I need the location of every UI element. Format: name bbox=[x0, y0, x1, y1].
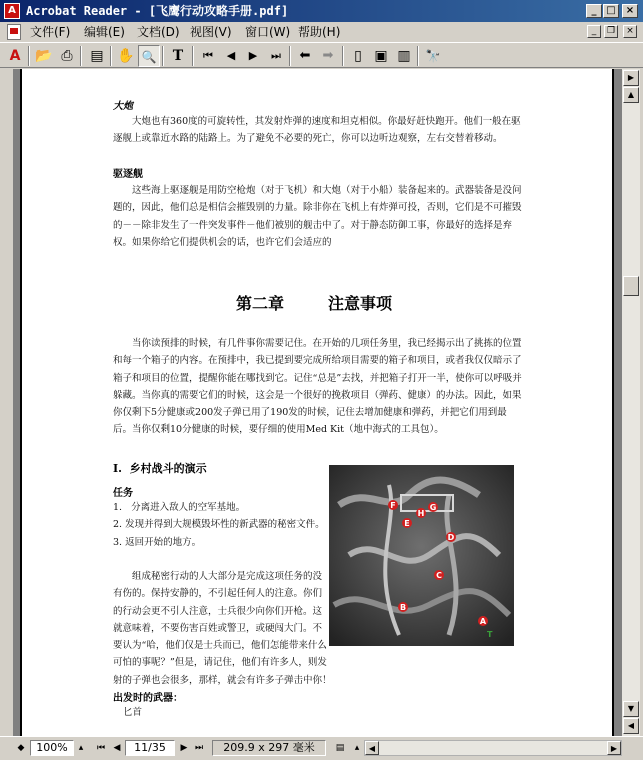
doc-close-button[interactable]: × bbox=[623, 25, 637, 38]
menu-bar bbox=[0, 22, 643, 42]
doc-restore-button[interactable]: ❐ bbox=[604, 25, 618, 38]
acrobat-app-icon[interactable]: A bbox=[4, 3, 20, 19]
title-bar bbox=[0, 0, 643, 22]
status-last-page-button[interactable]: ⏭ bbox=[194, 743, 204, 753]
menu-window[interactable]: 窗口(W) bbox=[245, 25, 291, 39]
weapons-heading: 出发时的武器： bbox=[113, 693, 183, 704]
minimize-button[interactable]: _ bbox=[586, 4, 602, 18]
menu-help[interactable]: 帮助(H) bbox=[298, 25, 341, 39]
map-marker-label: B bbox=[399, 603, 407, 612]
section-heading-destroyer: 驱逐舰 bbox=[113, 169, 143, 180]
first-page-icon[interactable]: ⏮ bbox=[203, 49, 213, 62]
text-select-icon[interactable]: T bbox=[172, 48, 184, 64]
navigation-pane-collapsed[interactable] bbox=[0, 69, 14, 736]
map-start-label: T bbox=[487, 630, 493, 639]
map-marker-label: A bbox=[479, 617, 487, 626]
vertical-scrollbar[interactable] bbox=[622, 69, 640, 736]
toolbar-separator bbox=[80, 46, 82, 66]
task-item: 2. 发现并得到大规模毁坏性的新武器的秘密文件。 bbox=[113, 519, 325, 531]
next-page-icon[interactable]: ▶ bbox=[248, 49, 258, 62]
zoom-tool-icon[interactable]: 🔍 bbox=[138, 45, 160, 67]
chapter-number: 第二章 bbox=[236, 294, 285, 313]
mission-body: 组成秘密行动的人大部分是完成这项任务的没有伤的。保持安静的，不引起任何人的注意。你们的行动会更不引人注意，士兵很少向你们开枪。这就意味着，不要伤害百姓或警卫，或硬闯大门。不要认为“哈，他们仅是士兵而已，他们怎能带来什么可怕的事呢？”但是，请记住，他们有许多人，则发射的子弹也会很多，那样，就会有许多子弹击中你！ bbox=[113, 568, 524, 689]
menu-file[interactable]: 文件(F) bbox=[30, 25, 71, 39]
section-body-destroyer: 这些海上驱逐舰是用防空枪炮（对于飞机）和大炮（对于小船）装备起来的。武器装备是没问题的，因此，他们总是相信会摧毁别的力量。除非你在飞机上有炸弹可投，否则，它们是不可摧毁的－－除非发生了一件突发事件－他们被别的舰击中了。对于静态防御工事，你最好的选择是弃权。如果你给它们提供机会的话，也许它们会适应的 bbox=[113, 185, 522, 248]
print-icon[interactable]: ⎙ bbox=[61, 48, 73, 64]
status-first-page-button[interactable]: ⏮ bbox=[96, 743, 106, 753]
task-item: 1. 分离进入敌人的空军基地。 bbox=[113, 502, 246, 513]
go-forward-icon[interactable]: ➡ bbox=[322, 48, 334, 63]
actual-size-icon[interactable]: ▯ bbox=[354, 48, 362, 64]
menu-document[interactable]: 文档(D) bbox=[137, 25, 180, 39]
mission-heading: I. 乡村战斗的演示 bbox=[113, 462, 207, 475]
mission-map bbox=[329, 465, 514, 646]
zoom-field[interactable]: 100% bbox=[30, 740, 74, 756]
weapon-item: 匕首 bbox=[123, 707, 143, 718]
page-number-field[interactable]: 11/35 bbox=[125, 740, 175, 756]
toolbar-separator bbox=[162, 46, 164, 66]
status-next-page-button[interactable]: ▶ bbox=[180, 743, 188, 753]
map-marker-label: F bbox=[390, 501, 396, 510]
page-layout-icon[interactable]: ▤ bbox=[335, 743, 345, 753]
scroll-right-button[interactable]: ▶ bbox=[607, 741, 621, 755]
document-icon[interactable] bbox=[7, 24, 21, 40]
window-title: Acrobat Reader - [飞鹰行动攻略手册.pdf] bbox=[26, 4, 289, 18]
menu-view[interactable]: 视图(V) bbox=[190, 25, 232, 39]
map-marker-label: E bbox=[404, 519, 410, 528]
map-marker-label: C bbox=[436, 571, 442, 580]
scroll-thumb[interactable] bbox=[623, 276, 639, 296]
toolbar-separator bbox=[28, 46, 30, 66]
scroll-mode-icon[interactable]: ◆ bbox=[17, 743, 25, 753]
map-marker-label: H bbox=[417, 509, 425, 518]
menu-edit[interactable]: 编辑(E) bbox=[84, 25, 125, 39]
tasks-heading: 任务 bbox=[113, 488, 133, 499]
fit-width-icon[interactable]: ▥ bbox=[397, 48, 411, 64]
find-icon[interactable]: 🔭 bbox=[425, 49, 441, 63]
scroll-prev-page-button[interactable]: ◀ bbox=[623, 718, 639, 734]
scroll-next-page-button[interactable]: ▶ bbox=[623, 70, 639, 86]
open-icon[interactable]: 📂 bbox=[35, 48, 53, 64]
maximize-button[interactable]: □ bbox=[603, 4, 619, 18]
status-prev-page-button[interactable]: ◀ bbox=[113, 743, 121, 753]
last-page-icon[interactable]: ⏭ bbox=[271, 49, 281, 62]
horizontal-scrollbar[interactable] bbox=[364, 740, 622, 756]
task-item: 3. 返回开始的地方。 bbox=[113, 536, 202, 548]
acrobat-logo-icon[interactable]: A bbox=[9, 48, 21, 64]
map-marker-label: G bbox=[429, 503, 437, 512]
chapter-title: 注意事项 bbox=[328, 294, 393, 313]
status-bar bbox=[0, 736, 643, 760]
go-back-icon[interactable]: ⬅ bbox=[299, 48, 311, 63]
close-button[interactable]: × bbox=[622, 4, 638, 18]
scroll-left-button[interactable]: ◀ bbox=[365, 741, 379, 755]
previous-page-icon[interactable]: ◀ bbox=[226, 49, 236, 62]
fit-page-icon[interactable]: ▣ bbox=[374, 48, 388, 64]
map-marker-label: D bbox=[447, 533, 455, 542]
hand-tool-icon[interactable]: ✋ bbox=[117, 48, 135, 64]
toolbar-separator bbox=[342, 46, 344, 66]
toolbar-separator bbox=[289, 46, 291, 66]
scroll-down-button[interactable]: ▼ bbox=[623, 701, 639, 717]
section-body-cannon: 大炮也有360度的可旋转性，其发射炸弹的速度和坦克相似。你最好赶快跑开。他们一般在驱逐舰上或靠近水路的陆路上。为了避免不必要的死亡，你可以边听边观察，左右交替着移动。 bbox=[113, 116, 521, 145]
toolbar-separator bbox=[110, 46, 112, 66]
toolbar-separator bbox=[417, 46, 419, 66]
chapter-intro: 当你读预排的时候，有几件事你需要记住。在开始的几项任务里，我已经揭示出了挑拣的位置和每一个箱子的内容。在预排中，我已提到要完成所给项目需要的箱子和项目，或者我仅仅暗示了箱子和项目的位置，提醒你能在哪找到它。记住“总是”去找，并把箱子打开一半，使你可以呼吸并躲藏。当你真的需要它们的时候，这会是一个很好的挽救项目（弹药、健康）的办法。因此，如果你仅剩下5分健康或200发子弹已用了190发的时候，记住去增加健康和弹药，并把它们用到最后。当你仅剩10分健康的时候，要仔细的使用Med Kit（地中海式的工具包）。 bbox=[113, 338, 522, 436]
pdf-page[interactable] bbox=[20, 69, 614, 736]
page-layout-dropdown-icon[interactable]: ▴ bbox=[354, 743, 360, 753]
toolbar-separator bbox=[192, 46, 194, 66]
page-size-field: 209.9 x 297 毫米 bbox=[212, 740, 326, 756]
toolbar bbox=[0, 42, 643, 68]
doc-minimize-button[interactable]: _ bbox=[587, 25, 601, 38]
section-heading-cannon: 大炮 bbox=[113, 101, 133, 112]
show-hide-navigation-icon[interactable]: ▤ bbox=[90, 48, 104, 64]
task-list bbox=[113, 499, 331, 551]
zoom-dropdown-icon[interactable]: ▴ bbox=[78, 743, 84, 753]
scroll-up-button[interactable]: ▲ bbox=[623, 87, 639, 103]
